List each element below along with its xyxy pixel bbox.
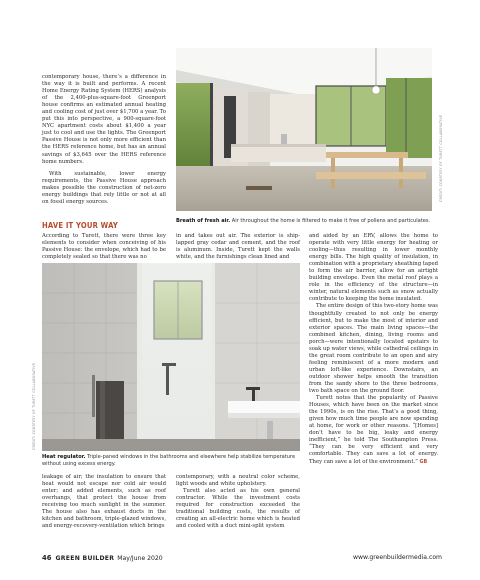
column-2-bottom-text	[176, 474, 300, 530]
paragraph: Turett notes that the popularity of Passive Houses, which have been on the market since the 1990s, is on the rise. That’s a good thing, given how much time people are now spending at home, for work or other reasons. “[Homes] don’t have to be big, leaky and energy inefficient,” he told The Southampton Press. “They can be very efficient and very comfortable. They can save a lot of energy. They can save a lot of the environment.”	[309, 395, 438, 465]
caption-kitchen	[176, 218, 446, 225]
column-3-text	[309, 233, 438, 466]
page-footer-left	[42, 554, 163, 562]
column-1-mid-text	[42, 233, 166, 261]
caption-bathroom	[42, 454, 300, 467]
column-1-top-text	[42, 74, 166, 206]
caption-kitchen-bold: Breath of fresh air.	[176, 218, 231, 224]
paragraph: and aided by an ERV, allows the home to operate with very little energy for heating or cooling—thus resulting in lower monthly energy bills. The high quality of insulation, in combination with a proprietary sheathing taped to form the air barrier, allow for an airtight building envelope. Even the metal roof plays a role in the efficiency of the structure—in winter, natural elements such as snow actually contribute to keeping the home insulated.	[309, 233, 438, 303]
magazine-name: GREEN BUILDER	[55, 555, 115, 562]
section-heading: HAVE IT YOUR WAY	[42, 221, 118, 230]
caption-bathroom-bold: Heat regulator.	[42, 454, 86, 460]
issue-date: May/June 2020	[117, 555, 163, 562]
caption-bathroom-text: Triple-paned windows in the bathrooms and elsewhere help stabilize temperature without using excess energy.	[42, 454, 296, 467]
column-2-mid-text	[176, 233, 300, 261]
page-number: 46	[42, 554, 52, 562]
paragraph: The entire design of this two-story home was thoughtfully created to not only be energy efficient, but to make the most of interior and exterior spaces. The main living spaces—the combined kitchen, dining, living rooms and porch—were intentionally located upstairs to soak up water views, while cathedral ceilings in the great room contribute to an open and airy feeling reminiscent of a more modern and urban loft-like experience. Downstairs, an outdoor shower helps smooth the transition from the sandy shore to the three bedrooms, two bath space on the ground floor.	[309, 303, 438, 395]
kitchen-photo	[176, 48, 432, 211]
paragraph: With sustainable, lower energy requirements, the Passive House approach makes possible the construction of net-zero energy buildings that rely little or not at all on fossil energy sources.	[42, 170, 166, 205]
caption-kitchen-text: Air throughout the home is filtered to make it free of pollens and particulates.	[230, 218, 431, 224]
photo-credit-kitchen: CREDIT: COURTESY OF TURETT COLLABORATIVE	[439, 114, 443, 202]
paragraph: Turett also acted as his own general contractor. While the investment costs required for construction exceeded the traditional building costs, the results of creating an all-electric home which is heated and cooled with a duct mini-split system	[176, 488, 300, 530]
bathroom-photo	[42, 263, 300, 451]
paragraph: in and takes out air. The exterior is ship-lapped gray cedar and cement, and the roof is aluminum. Inside, Turett kept the walls white, and the furnishings clean lined and	[176, 233, 300, 261]
end-mark: GB	[419, 459, 428, 465]
column-1-bottom-text	[42, 474, 166, 530]
paragraph: contemporary house, there’s a difference in the way it is built and performs. A recent Home Energy Rating System (HERS) analysis of the 2,400-plus-square-foot Greenport house confirms an estimated annual heating and cooling cost of just over $1,700 a year. To put this into perspective, a 900-square-foot NYC apartment costs about $1,400 a year just to cool and use the lights. The Greenport Passive House is not only more efficient than the HERS reference home, but has an annual savings of $3,645 over the HERS reference home numbers.	[42, 74, 166, 165]
photo-credit-bathroom: CREDIT: COURTESY OF TURETT COLLABORATIVE	[32, 362, 36, 450]
website-link[interactable]: www.greenbuildermedia.com	[353, 554, 442, 561]
paragraph: contemporary, with a neutral color scheme, light woods and white upholstery.	[176, 474, 300, 488]
paragraph: leakage of air; the insulation to ensure that heat would not escape nor cold air would enter; and added elements, such as roof overhangs, that protect the house from receiving too much sunlight in the summer. The house also has exhaust ducts in the kitchen and bathroom, triple-glazed windows, and energy-recovery-ventilation which brings	[42, 474, 166, 530]
paragraph: According to Turett, there were three key elements to consider when conceiving of his Passive House: the envelope, which had to be completely sealed so that there was no	[42, 233, 166, 261]
